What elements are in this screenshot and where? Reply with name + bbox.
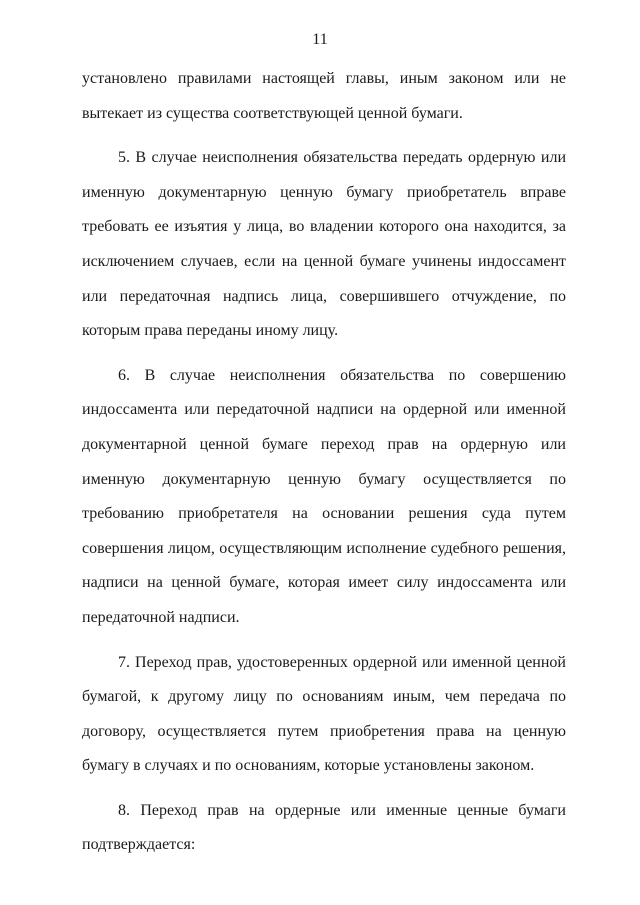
paragraph-5: 5. В случае неисполнения обязательства передать ордерную или именную документарную ценную бумагу приобретатель вправе требовать ее изъятия у лица, во владении которого она находится, за исключением случаев, если на ценной бумаге учинены индоссамент или передаточная надпись лица, совершившего отчуждение, по которым права переданы иному лицу. — [82, 149, 566, 340]
paragraph-7: 7. Переход прав, удостоверенных ордерной или именной ценной бумагой, к другому лицу по основаниям иным, чем передача по договору, осуществляется путем приобретения права на ценную бумагу в случаях и по основаниям, которые установлены законом. — [82, 653, 566, 775]
document-body — [82, 62, 566, 873]
paragraph-8: 8. Переход прав на ордерные или именные ценные бумаги подтверждается: — [82, 801, 566, 854]
paragraph-continuation: установлено правилами настоящей главы, иным законом или не вытекает из существа соответствующей ценной бумаги. — [82, 70, 566, 122]
page-number: 11 — [312, 31, 328, 48]
paragraph-6: 6. В случае неисполнения обязательства по совершению индоссамента или передаточной надписи на ордерной или именной документарной ценной бумаге переход прав на ордерную или именную документарную ценную бумагу осуществляется по требованию приобретателя на основании решения суда путем совершения лицом, осуществляющим исполнение судебного решения, надписи на ценной бумаге, которая имеет силу индоссамента или передаточной надписи. — [82, 366, 566, 626]
